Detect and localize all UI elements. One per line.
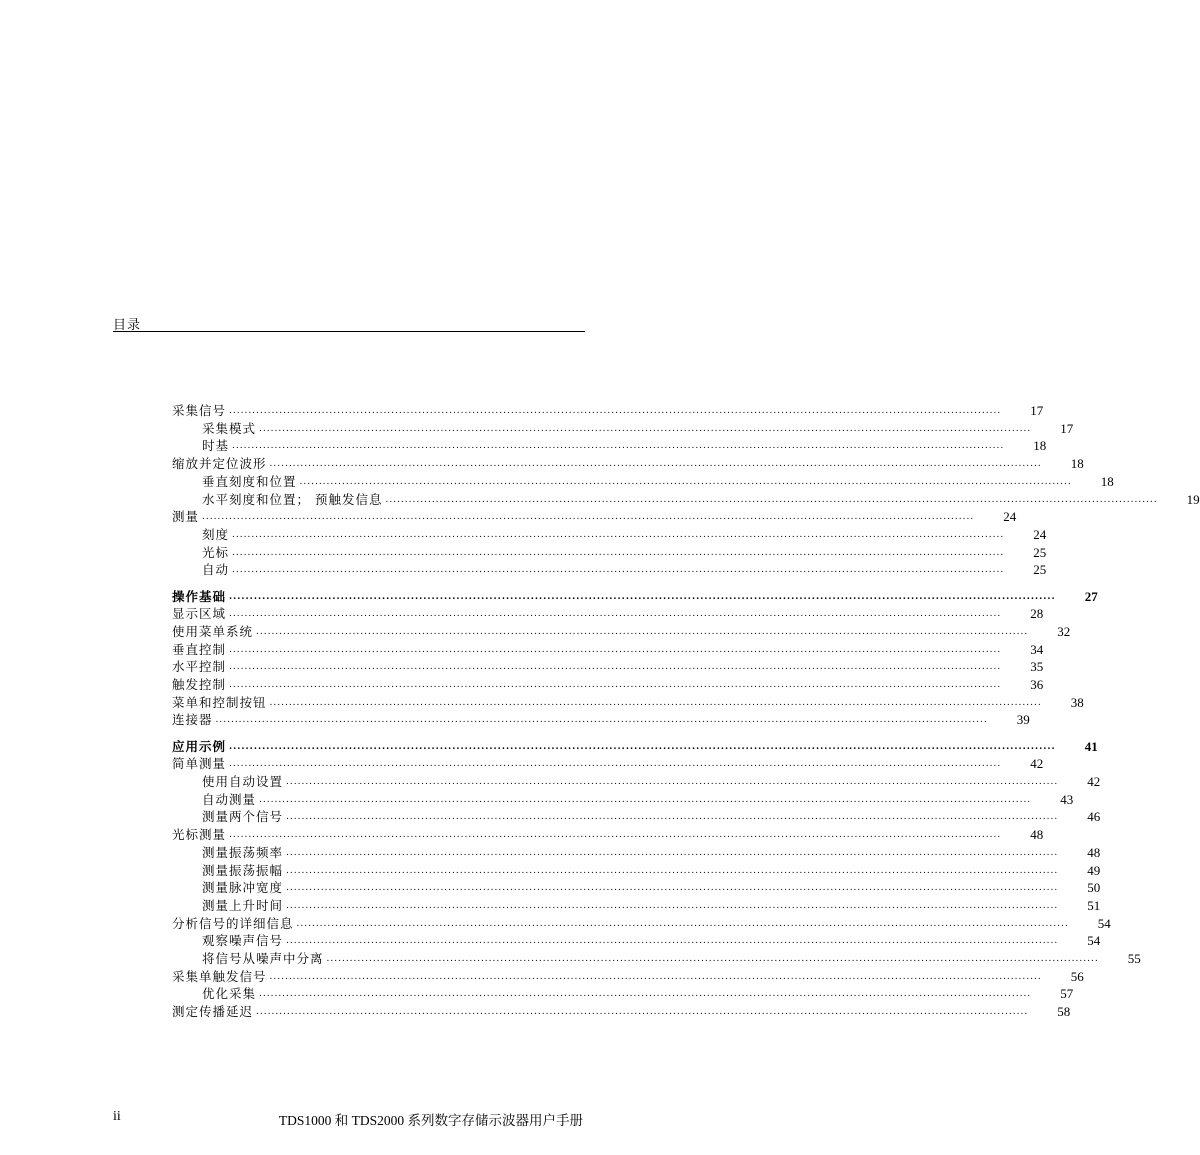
toc-entry-label: 缩放并定位波形 [172, 456, 267, 472]
toc-leader-dots: ........................................................................................................................................................................................................ [286, 900, 1059, 911]
toc-entry-page: 56 [1070, 968, 1084, 984]
toc-leader-dots: ........................................................................................................................................................................................................ [229, 609, 1002, 620]
toc-entry-label: 显示区域 [172, 606, 227, 622]
toc-leader-dots: ........................................................................................................................................................................................................ [229, 830, 1002, 841]
toc-entry-page: 24 [1003, 509, 1017, 525]
toc-entry [172, 1003, 1071, 1020]
toc-entry-page: 32 [1057, 623, 1071, 639]
toc-entry-label: 自动 [202, 562, 230, 578]
toc-leader-dots: ........................................................................................................................................................................................................ [286, 812, 1059, 823]
toc-leader-dots: ........................................................................................................................................................................................................ [229, 662, 1002, 673]
toc-leader-dots: ........................................................................................................................................................................................................ [269, 697, 1042, 708]
toc-leader-dots: ........................................................................................................................................................................................................ [232, 547, 1005, 558]
toc-entry-label: 菜单和控制按钮 [172, 694, 267, 710]
toc-entry-label: 测量脉冲宽度 [202, 880, 284, 896]
toc-entry-page: 36 [1030, 677, 1044, 692]
toc-entry [172, 544, 1047, 561]
toc-entry-page: 50 [1087, 880, 1101, 896]
toc-entry [172, 455, 1084, 472]
toc-entry [172, 985, 1074, 1002]
toc-entry [172, 968, 1084, 985]
toc-entry-label: 操作基础 [172, 588, 227, 604]
toc-entry [172, 588, 1098, 605]
toc-entry-page: 19 [1186, 491, 1200, 507]
toc-leader-dots: ........................................................................................................................................................................................................ [229, 591, 1056, 602]
toc-entry-label: 时基 [202, 438, 230, 454]
toc-entry-page: 39 [1016, 712, 1030, 728]
toc-entry [172, 676, 1044, 693]
toc-entry-label: 垂直刻度和位置 [202, 473, 297, 489]
toc-entry [172, 491, 1200, 508]
toc-entry-page: 42 [1030, 756, 1044, 772]
toc-entry-page: 18 [1100, 473, 1114, 489]
toc-leader-dots: ........................................................................................................................................................................................................ [232, 441, 1005, 452]
toc-entry [172, 526, 1047, 543]
toc-entry [172, 915, 1111, 932]
toc-entry-page: 41 [1084, 738, 1098, 754]
toc-leader-dots: ........................................................................................................................................................................................................ [286, 847, 1059, 858]
toc-entry-label: 观察噪声信号 [202, 933, 284, 949]
toc-entry [172, 641, 1044, 658]
toc-entry [172, 826, 1044, 843]
toc-entry [172, 561, 1047, 578]
toc-entry-label: 采集信号 [172, 403, 227, 418]
toc-entry [172, 755, 1044, 772]
toc-entry [172, 897, 1101, 914]
toc-leader-dots: ........................................................................................................................................................................................................ [202, 512, 975, 523]
toc-entry-page: 55 [1127, 951, 1141, 966]
toc-entry-label: 分析信号的详细信息 [172, 915, 294, 931]
toc-entry [172, 808, 1101, 825]
toc-entry-label: 应用示例 [172, 738, 227, 754]
toc-entry-page: 54 [1097, 915, 1111, 931]
toc-entry-page: 25 [1033, 562, 1047, 578]
toc-entry-page: 35 [1030, 659, 1044, 675]
toc-entry-page: 54 [1087, 933, 1101, 949]
toc-leader-dots: ........................................................................................................................................................................................................ [269, 971, 1042, 982]
toc-entry [172, 402, 1044, 419]
toc-leader-dots: ........................................................................................................................................................................................................ [229, 680, 1002, 690]
toc-leader-dots: ........................................................................................................................................................................................................ [256, 1007, 1029, 1018]
toc-entry-label: 测量振荡频率 [202, 844, 284, 860]
toc-entry [172, 844, 1101, 861]
toc-entry-label: 简单测量 [172, 756, 227, 772]
toc-entry [172, 605, 1044, 622]
toc-entry-page: 57 [1060, 986, 1074, 1002]
toc-entry-label: 采集单触发信号 [172, 968, 267, 984]
toc-leader-dots: ........................................................................................................................................................................................................ [229, 406, 1002, 416]
toc-leader-dots: ........................................................................................................................................................................................................ [256, 626, 1029, 637]
toc-entry-label: 自动测量 [202, 791, 257, 807]
toc-entry [172, 932, 1101, 949]
toc-entry-label: 测量两个信号 [202, 809, 284, 825]
toc-entry [172, 711, 1030, 728]
toc-entry-label: 将信号从噪声中分离 [202, 951, 324, 966]
toc-leader-dots: ........................................................................................................................................................................................................ [286, 936, 1059, 947]
toc-leader-dots: ........................................................................................................................................................................................................ [215, 715, 988, 726]
toc-leader-dots: ........................................................................................................................................................................................................ [259, 794, 1032, 805]
toc-entry [172, 879, 1101, 896]
toc-entry-page: 17 [1030, 403, 1044, 418]
toc-leader-dots: ........................................................................................................................................................................................................ [286, 777, 1059, 787]
toc-leader-dots: ........................................................................................................................................................................................................ [296, 918, 1069, 929]
toc-entry [172, 950, 1141, 967]
toc-entry-page: 24 [1033, 526, 1047, 542]
toc-entry-page: 17 [1060, 420, 1074, 436]
toc-entry [172, 862, 1101, 879]
toc-entry-label: 刻度 [202, 526, 230, 542]
toc-entry-label: 测定传播延迟 [172, 1004, 254, 1020]
toc-entry-page: 48 [1030, 827, 1044, 843]
toc-entry-label: 测量 [172, 509, 200, 525]
toc-entry [172, 791, 1074, 808]
toc-entry-label: 测量振荡振幅 [202, 862, 284, 878]
toc-entry-page: 34 [1030, 641, 1044, 657]
header-title: 目录 [113, 318, 142, 333]
manual-title: TDS1000 和 TDS2000 系列数字存储示波器用户手册 [278, 1113, 583, 1128]
toc-entry [172, 738, 1098, 755]
header-rule [113, 331, 585, 332]
toc-entry [172, 773, 1101, 790]
toc-entry-label: 光标 [202, 544, 230, 560]
toc-entry-page: 48 [1087, 844, 1101, 860]
toc-entry [172, 694, 1084, 711]
toc-entry-label: 优化采集 [202, 986, 257, 1002]
toc-entry-label: 触发控制 [172, 677, 227, 692]
toc-entry-page: 18 [1033, 438, 1047, 454]
toc-entry [172, 658, 1044, 675]
toc-entry-page: 51 [1087, 897, 1101, 913]
toc-leader-dots: ........................................................................................................................................................................................................ [385, 494, 1158, 505]
toc-leader-dots: ........................................................................................................................................................................................................ [232, 529, 1005, 540]
toc-entry [172, 437, 1047, 454]
toc-entry-page: 25 [1033, 544, 1047, 560]
toc-entry-label: 使用自动设置 [202, 774, 284, 789]
toc-entry-label: 光标测量 [172, 827, 227, 843]
toc-entry-label: 连接器 [172, 712, 213, 728]
toc-entry-page: 18 [1070, 456, 1084, 472]
toc-entry-label: 垂直控制 [172, 641, 227, 657]
toc-leader-dots: ........................................................................................................................................................................................................ [286, 865, 1059, 876]
toc-entry-label: 采集模式 [202, 420, 257, 436]
toc-entry-page: 28 [1030, 606, 1044, 622]
toc-leader-dots: ........................................................................................................................................................................................................ [229, 644, 1002, 655]
toc-entry-page: 58 [1057, 1004, 1071, 1020]
toc-entry [172, 473, 1114, 490]
toc-entry-label: 测量上升时间 [202, 897, 284, 913]
toc-leader-dots: ........................................................................................................................................................................................................ [286, 883, 1059, 894]
toc-entry-label: 使用菜单系统 [172, 623, 254, 639]
toc-leader-dots: ........................................................................................................................................................................................................ [259, 423, 1032, 434]
toc-leader-dots: ........................................................................................................................................................................................................ [259, 989, 1032, 1000]
toc-entry [172, 420, 1074, 437]
toc-entry [172, 508, 1017, 525]
toc-entry-page: 42 [1087, 774, 1101, 789]
toc-entry-label: 水平控制 [172, 659, 227, 675]
toc-leader-dots: ........................................................................................................................................................................................................ [326, 954, 1099, 964]
toc-entry-page: 27 [1084, 588, 1098, 604]
toc-leader-dots: ........................................................................................................................................................................................................ [229, 759, 1002, 770]
toc-entry-label: 水平刻度和位置； 预触发信息 [202, 491, 383, 507]
toc-leader-dots: ........................................................................................................................................................................................................ [232, 565, 1005, 576]
toc-leader-dots: ........................................................................................................................................................................................................ [229, 741, 1056, 752]
toc-entry-page: 43 [1060, 791, 1074, 807]
toc-leader-dots: ........................................................................................................................................................................................................ [269, 459, 1042, 470]
toc-leader-dots: ........................................................................................................................................................................................................ [299, 476, 1072, 487]
toc-entry-page: 49 [1087, 862, 1101, 878]
toc-entry [172, 623, 1071, 640]
toc-entry-page: 46 [1087, 809, 1101, 825]
toc-entry-page: 38 [1070, 694, 1084, 710]
page-number: ii [113, 1109, 121, 1124]
